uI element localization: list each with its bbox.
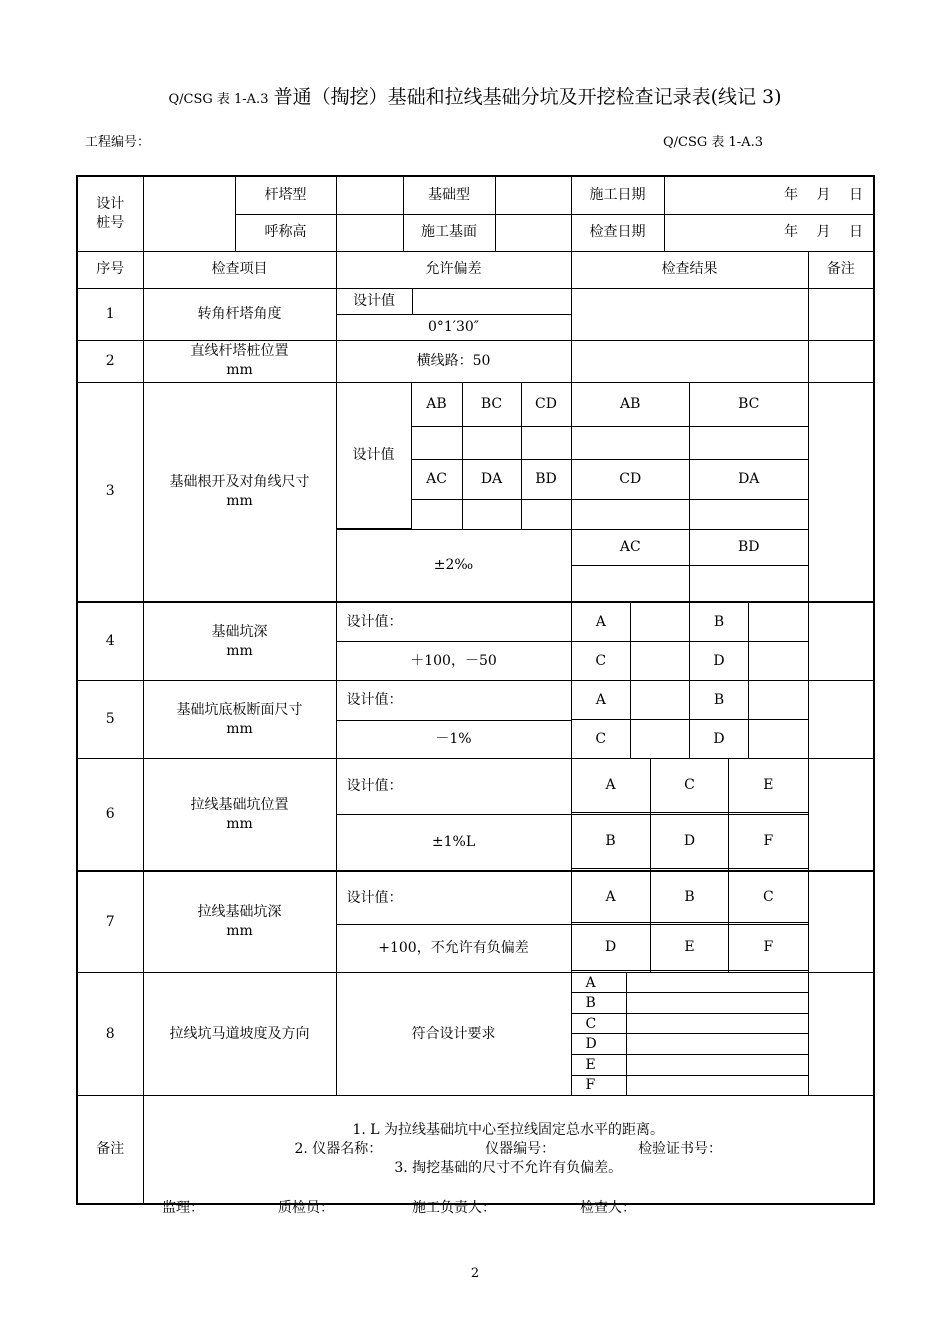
row3-label-ab: AB (411, 383, 462, 427)
row5-unit: mm (226, 720, 253, 737)
row7-label-a: A (572, 872, 651, 923)
row3-label-bd: BD (521, 460, 571, 500)
inspection-date-label: 检查日期 (571, 214, 664, 251)
row4-tolerance: ＋100，－50 (336, 642, 571, 681)
row5-label-a: A (572, 681, 631, 720)
row2-item-text: 直线杆塔桩位置 (190, 343, 289, 360)
row8-item: 拉线坑马道坡度及方向 (143, 973, 336, 1096)
col-remark: 备注 (808, 251, 874, 288)
note-3: 3. 掏挖基础的尺寸不允许有负偏差。 (394, 1159, 623, 1176)
row6-tolerance: ±1%L (336, 815, 571, 872)
row3-result-bc[interactable] (690, 427, 808, 460)
row2-item (143, 340, 336, 382)
row4-label-d: D (690, 642, 749, 681)
tower-type-value[interactable] (336, 176, 403, 214)
nominal-height-value[interactable] (336, 214, 403, 251)
row5-value-c[interactable] (631, 720, 690, 759)
note-2-instrument-no: 仪器编号： (485, 1140, 556, 1157)
row6-result-upper (571, 759, 808, 815)
row6-label-e: E (729, 759, 808, 813)
row2-remark[interactable] (808, 340, 874, 382)
row8-label-a: A (572, 973, 627, 993)
row1-design-label: 设计值 (337, 289, 413, 315)
sign-manager: 施工负责人： (412, 1200, 496, 1216)
inspection-date-value[interactable]: 年 月 日 (664, 214, 874, 251)
col-no: 序号 (77, 251, 143, 288)
row7-label-d: D (572, 925, 651, 971)
row5-no: 5 (77, 681, 143, 759)
construction-base-label: 施工基面 (403, 214, 495, 251)
page-number: 2 (470, 1266, 480, 1281)
row3-result-label-cd: CD (572, 460, 690, 500)
row7-item-text: 拉线基础坑深 (197, 904, 282, 921)
row8-no: 8 (77, 973, 143, 1096)
row7-design-label: 设计值： (336, 871, 571, 925)
row2-unit: mm (226, 362, 253, 378)
row6-label-c: C (650, 759, 729, 813)
row6-label-a: A (572, 759, 651, 813)
row6-label-d: D (650, 815, 729, 869)
row6-value-d[interactable] (650, 869, 729, 870)
row5-item-text: 基础坑底板断面尺寸 (176, 701, 303, 718)
row7-label-f: F (729, 925, 808, 971)
row3-item (143, 382, 336, 602)
row4-value-d[interactable] (749, 642, 808, 681)
document-title (0, 82, 950, 109)
row5-label-d: D (690, 720, 749, 759)
row2-tolerance: 横线路：50 (336, 340, 571, 382)
row3-label-bc: BC (462, 383, 521, 427)
row6-result-lower (571, 815, 808, 872)
row8-label-c: C (572, 1013, 627, 1034)
row4-value-c[interactable] (631, 642, 690, 681)
row3-result-ab[interactable] (572, 427, 690, 460)
row3-label-da: DA (462, 460, 521, 500)
row3-result-bd[interactable] (690, 565, 808, 601)
row3-design-ac[interactable] (411, 500, 462, 529)
row7-remark[interactable] (808, 871, 874, 973)
row3-design-da[interactable] (462, 500, 521, 529)
row8-label-d: D (572, 1034, 627, 1055)
row1-result[interactable] (571, 288, 808, 340)
row5-tolerance: －1% (336, 720, 571, 759)
row6-no: 6 (77, 759, 143, 872)
tower-type-label: 杆塔型 (235, 176, 336, 214)
construction-date-value[interactable]: 年 月 日 (664, 176, 874, 214)
row8-label-e: E (572, 1055, 627, 1076)
title-code: Q/CSG 表 1-A.3 (168, 92, 269, 107)
note-2-certificate-no: 检验证书号： (638, 1140, 723, 1157)
row3-remark[interactable] (808, 382, 874, 602)
row6-remark[interactable] (808, 759, 874, 872)
row7-result-upper (571, 871, 808, 925)
notes-content (143, 1096, 874, 1204)
row4-value-b[interactable] (749, 603, 808, 642)
title-text: 普通（掏挖）基础和拉线基础分坑及开挖检查记录表(线记 3) (273, 86, 782, 108)
row5-value-b[interactable] (749, 681, 808, 720)
row6-value-f[interactable] (729, 869, 808, 870)
row3-result-label-bd: BD (690, 530, 808, 565)
row7-label-e: E (650, 925, 729, 971)
row4-label-b: B (690, 603, 749, 642)
inspection-form (76, 175, 875, 1205)
row4-unit: mm (226, 642, 253, 659)
row3-design-cd[interactable] (521, 427, 571, 460)
row5-result (571, 681, 808, 759)
sign-qc: 质检员： (278, 1200, 334, 1216)
row5-item (143, 681, 336, 759)
row3-design-label: 设计值 (337, 383, 412, 529)
row3-result-cd[interactable] (572, 500, 690, 529)
row7-unit: mm (226, 923, 253, 939)
row7-no: 7 (77, 871, 143, 973)
row4-item (143, 602, 336, 681)
row3-label-ac: AC (411, 460, 462, 500)
row3-label-cd: CD (521, 383, 571, 427)
row1-no: 1 (77, 288, 143, 340)
row3-no: 3 (77, 382, 143, 602)
row3-design-ab[interactable] (411, 427, 462, 460)
row4-label-a: A (572, 603, 631, 642)
row1-tolerance (336, 288, 571, 340)
nominal-height-label: 呼称高 (235, 214, 336, 251)
design-pile-value[interactable] (143, 176, 235, 251)
row3-result-label-ab: AB (572, 383, 690, 427)
row3-result-label-ac: AC (572, 530, 690, 565)
row8-label-f: F (572, 1075, 627, 1095)
row7-tolerance: +100，不允许有负偏差 (336, 925, 571, 973)
row8-remark[interactable] (808, 973, 874, 1096)
row7-result-lower (571, 925, 808, 973)
row5-remark[interactable] (808, 681, 874, 759)
construction-base-value[interactable] (495, 214, 571, 251)
row4-item-text: 基础坑深 (211, 623, 268, 640)
row3-design-bc[interactable] (462, 427, 521, 460)
row3-result-ac[interactable] (572, 565, 690, 601)
notes-label: 备注 (77, 1096, 143, 1204)
row7-label-c: C (729, 872, 808, 923)
row4-label-c: C (572, 642, 631, 681)
form-code: Q/CSG 表 1-A.3 (663, 135, 763, 150)
row3-item-text: 基础根开及对角线尺寸 (169, 473, 310, 490)
col-tolerance: 允许偏差 (336, 251, 571, 288)
row4-design-label: 设计值： (336, 602, 571, 642)
row8-result (571, 973, 808, 1096)
construction-date-label: 施工日期 (571, 176, 664, 214)
row8-tolerance: 符合设计要求 (336, 973, 571, 1096)
row1-remark[interactable] (808, 288, 874, 340)
row6-design-label: 设计值： (336, 759, 571, 815)
row6-unit: mm (226, 815, 253, 832)
row6-item (143, 759, 336, 872)
row6-value-b[interactable] (572, 869, 651, 870)
col-item: 检查项目 (143, 251, 336, 288)
row8-value-d[interactable] (626, 1034, 808, 1055)
project-no-label: 工程编号： (85, 135, 151, 150)
row4-remark[interactable] (808, 602, 874, 681)
row3-tolerance: ±2‰ (336, 530, 571, 603)
row3-design (336, 382, 571, 530)
row2-no: 2 (77, 340, 143, 382)
sign-supervisor: 监理： (162, 1200, 204, 1216)
sign-inspector: 检查人： (580, 1200, 636, 1216)
row4-value-a[interactable] (631, 603, 690, 642)
foundation-type-value[interactable] (495, 176, 571, 214)
row3-unit: mm (226, 492, 253, 509)
note-1: 1. L 为拉线基础坑中心至拉线固定总水平的距离。 (352, 1121, 665, 1138)
row8-value-a[interactable] (626, 973, 808, 993)
row6-item-text: 拉线基础坑位置 (190, 796, 289, 813)
row8-value-e[interactable] (626, 1055, 808, 1076)
row8-value-c[interactable] (626, 1013, 808, 1034)
row4-no: 4 (77, 602, 143, 681)
row3-result-label-bc: BC (690, 383, 808, 427)
row5-design-label: 设计值： (336, 681, 571, 721)
row5-label-b: B (690, 681, 749, 720)
row3-result-lower (571, 530, 808, 603)
row6-label-f: F (729, 815, 808, 869)
row5-value-d[interactable] (749, 720, 808, 759)
row4-result (571, 602, 808, 681)
design-pile-label: 设计 桩号 (77, 176, 143, 251)
row3-design-bd[interactable] (521, 500, 571, 529)
foundation-type-label: 基础型 (403, 176, 495, 214)
row6-label-b: B (572, 815, 651, 869)
col-result: 检查结果 (571, 251, 808, 288)
note-2 (144, 1140, 874, 1159)
row5-label-c: C (572, 720, 631, 759)
row3-result-upper (571, 382, 808, 530)
row1-tolerance-value: 0°1′30″ (337, 314, 571, 340)
row7-item (143, 871, 336, 973)
row1-item: 转角杆塔角度 (143, 288, 336, 340)
row2-result[interactable] (571, 340, 808, 382)
row5-value-a[interactable] (631, 681, 690, 720)
row3-result-da[interactable] (690, 500, 808, 529)
row8-value-b[interactable] (626, 993, 808, 1014)
row7-label-b: B (650, 872, 729, 923)
row3-result-label-da: DA (690, 460, 808, 500)
row8-label-b: B (572, 993, 627, 1014)
row1-design-value[interactable] (412, 289, 571, 315)
row8-value-f[interactable] (626, 1075, 808, 1095)
note-2-instrument-name: 2. 仪器名称： (294, 1140, 383, 1157)
